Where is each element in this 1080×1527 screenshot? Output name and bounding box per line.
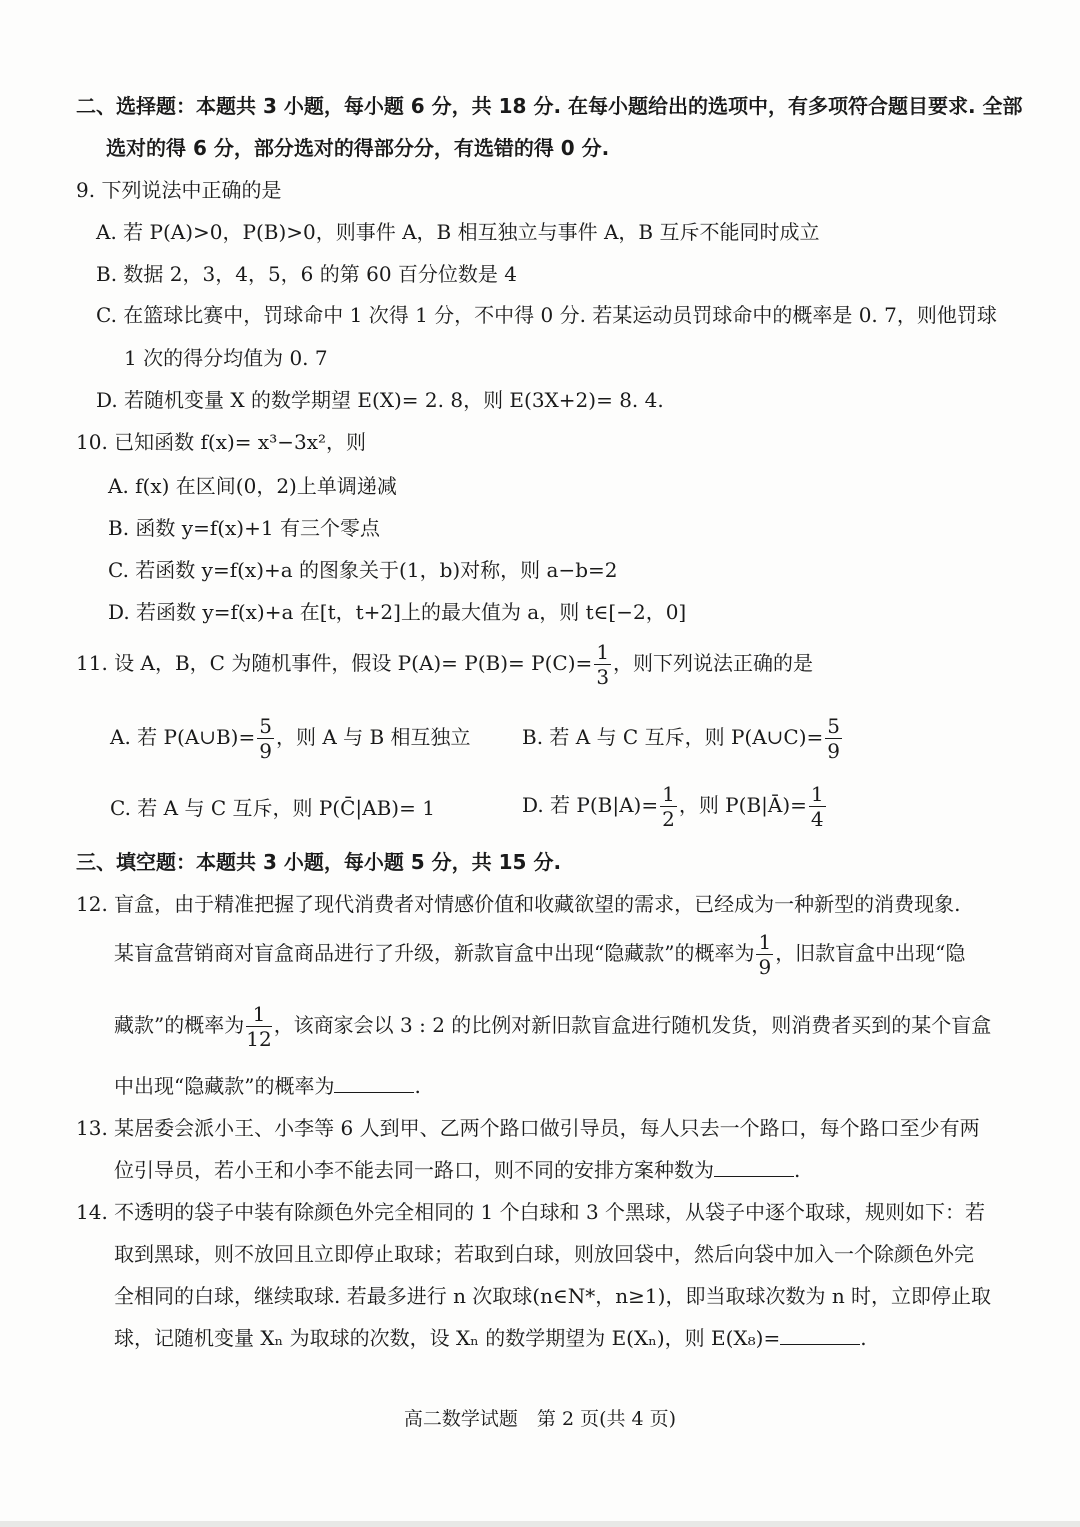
answer-blank (714, 1158, 794, 1177)
q9-option-d: D. 若随机变量 X 的数学期望 E(X)= 2. 8，则 E(3X+2)= 8. 4. (96, 388, 664, 412)
q12-line3: 藏款”的概率为 $\frac{1}{12}$ ，该商家会以 3 : 2 的比例对新旧款盲盒进行随机发货，则消费者买到的某个盲盒 (114, 1002, 992, 1051)
q11-stem (76, 642, 813, 687)
q12-line2: 某盲盒营销商对盲盒商品进行了升级，新款盲盒中出现“隐藏款”的概率为 $\frac{1}{9}$ ，旧款盲盒中出现“隐 (114, 930, 966, 979)
q14-line2: 取到黑球，则不放回且立即停止取球；若取到白球，则放回袋中，然后向袋中加入一个除颜色外完 (114, 1242, 974, 1266)
fraction-five-ninths: $\frac{5}{9}$ (827, 714, 841, 763)
q14-line1: 14. 不透明的袋子中装有除颜色外完全相同的 1 个白球和 3 个黑球，从袋子中逐个取球，规则如下：若 (76, 1200, 986, 1224)
section3-header: 三、填空题：本题共 3 小题，每小题 5 分，共 15 分. (76, 850, 562, 874)
q11-option-d: D. 若 P(B|A)= $\frac{1}{2}$ ，则 P(B|Ā)= $\frac{1}{4}$ (522, 782, 824, 831)
answer-blank (780, 1326, 860, 1345)
q9-option-b: B. 数据 2，3，4，5，6 的第 60 百分位数是 4 (96, 262, 517, 286)
q11-option-a: A. 若 P(A∪B)= $\frac{5}{9}$ ，则 A 与 B 相互独立 (110, 714, 471, 763)
q12-line1: 12. 盲盒，由于精准把握了现代消费者对情感价值和收藏欲望的需求，已经成为一种新型的消费现象. (76, 892, 961, 916)
fraction-five-ninths: $\frac{5}{9}$ (259, 714, 272, 763)
section2-header-line1: 二、选择题：本题共 3 小题，每小题 6 分，共 18 分. 在每小题给出的选项中，有多项符合题目要求. 全部 (76, 94, 1023, 118)
q10-option-a: A. f(x) 在区间(0，2)上单调递减 (108, 474, 397, 498)
fraction-one-quarter: $\frac{1}{4}$ (810, 782, 824, 831)
q12-line4: 中出现“隐藏款”的概率为 . (114, 1074, 421, 1098)
section2-header-line2: 选对的得 6 分，部分选对的得部分分，有选错的得 0 分. (106, 136, 610, 160)
fraction-one-third: $\frac{1}{3}$ (596, 640, 610, 689)
fraction-one-twelfth: $\frac{1}{12}$ (246, 1002, 272, 1051)
page-footer: 高二数学试题 第 2 页(共 4 页) (403, 1408, 677, 1430)
q10-stem: 10. 已知函数 f(x)= x³−3x²，则 (76, 430, 366, 454)
q9-option-a: A. 若 P(A)>0，P(B)>0，则事件 A，B 相互独立与事件 A，B 互斥不能同时成立 (96, 220, 820, 244)
q13-line1: 13. 某居委会派小王、小李等 6 人到甲、乙两个路口做引导员，每人只去一个路口，每个路口至少有两 (76, 1116, 980, 1140)
answer-blank (334, 1074, 414, 1093)
q9-option-c-line1: C. 在篮球比赛中，罚球命中 1 次得 1 分，不中得 0 分. 若某运动员罚球命中的概率是 0. 7，则他罚球 (96, 303, 997, 327)
q11-stem-post: ，则下列说法正确的是 (613, 651, 814, 675)
q10-option-d: D. 若函数 y=f(x)+a 在[t，t+2]上的最大值为 a，则 t∈[−2，0] (108, 600, 687, 624)
fraction-one-ninth: $\frac{1}{9}$ (758, 930, 772, 979)
q9-option-c-line2: 1 次的得分均值为 0. 7 (124, 346, 328, 370)
q10-option-b: B. 函数 y=f(x)+1 有三个零点 (108, 516, 380, 540)
q10-option-c: C. 若函数 y=f(x)+a 的图象关于(1，b)对称，则 a−b=2 (108, 558, 618, 582)
q14-line4: 球，记随机变量 Xₙ 为取球的次数，设 Xₙ 的数学期望为 E(Xₙ)，则 E(X₈)= . (114, 1326, 867, 1350)
q11-stem-pre: 11. 设 A，B，C 为随机事件，假设 P(A)= P(B)= P(C)= (76, 651, 593, 675)
scan-edge (0, 1521, 1080, 1527)
q9-stem: 9. 下列说法中正确的是 (76, 178, 282, 202)
q11-option-c: C. 若 A 与 C 互斥，则 P(C̄|AB)= 1 (110, 796, 435, 820)
q11-option-b: B. 若 A 与 C 互斥，则 P(A∪C)= $\frac{5}{9}$ (522, 714, 841, 763)
fraction-one-half: $\frac{1}{2}$ (662, 782, 675, 831)
q13-line2: 位引导员，若小王和小李不能去同一路口，则不同的安排方案种数为 . (114, 1158, 801, 1182)
q14-line3: 全相同的白球，继续取球. 若最多进行 n 次取球(n∈N*，n≥1)，即当取球次数为 n 时，立即停止取 (114, 1284, 992, 1308)
